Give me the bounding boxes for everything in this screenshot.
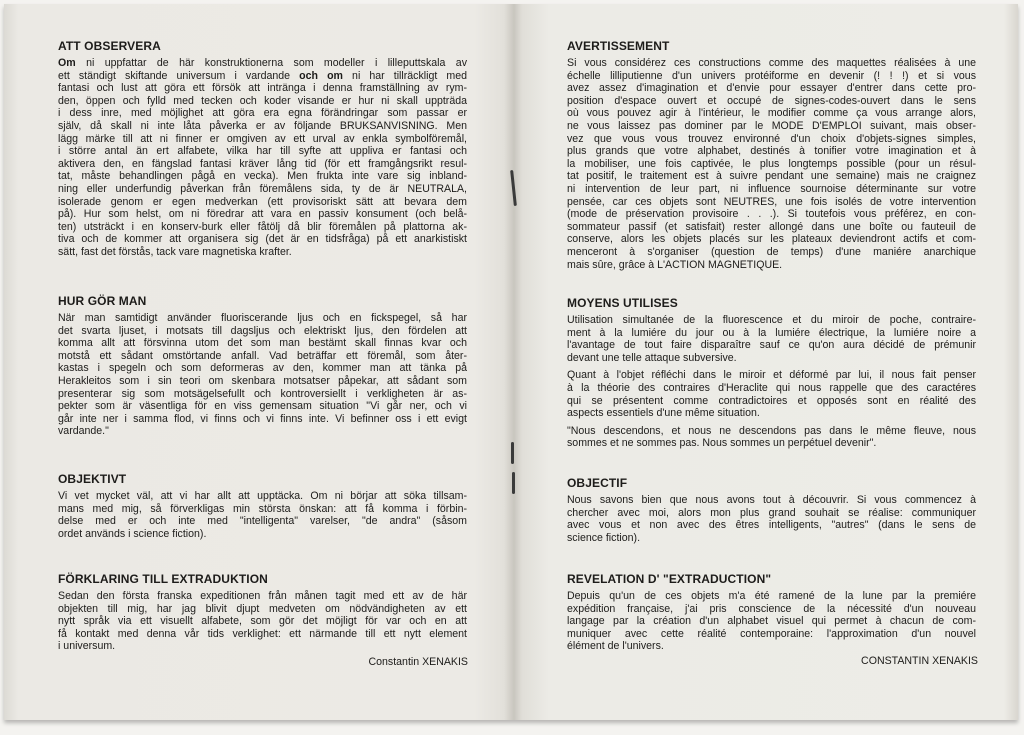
left-page-swedish bbox=[4, 4, 513, 720]
text-line: sommateur passif (et satisfait) rester allongé dans une boîte ou fauteuil de bbox=[567, 220, 976, 233]
text-line: det svarta ljuset, i motsats till dagsljus och elektriskt ljus, den fördelen att bbox=[58, 324, 467, 337]
text-line: i universum. bbox=[58, 640, 116, 653]
text-line: l'avantage de tout faire disparaître sauf ce qu'on aura décidé de prémunir bbox=[567, 339, 976, 352]
text-line: tat, måste behandlingen pågå en vecka). Men frukta inte vare sig inbland- bbox=[58, 170, 467, 183]
text-line: nytt språk via ett visuellt alfabete, som gör det möjligt för var och en att bbox=[58, 615, 467, 628]
text-line: Sedan den första franska expeditionen från månen tagit med ett av de här bbox=[58, 590, 467, 602]
text-line: élément de l'univers. bbox=[567, 640, 664, 653]
right-page-french bbox=[513, 4, 1018, 720]
text-line: Herakleitos som i sin teori om skenbara motsatser påpekar, att sådant som bbox=[58, 374, 467, 387]
section-heading: OBJEKTIVT bbox=[58, 472, 127, 486]
text-line: vardande." bbox=[58, 425, 109, 438]
text-line: où vous pouvez agir à l'intérieur, le modifier comme ça vous arrange alors, bbox=[567, 107, 976, 120]
text-segment: ni uppfattar de här konstruktionerna som modeller i lilleputtskala av bbox=[75, 57, 467, 69]
text-line: ten) utsträckt i en konserv-burk eller fåtölj då blir föremålen på plattorna ak- bbox=[58, 220, 467, 233]
text-line: mans med mig, så förverkligas min största önskan: att få komma i förbin- bbox=[58, 502, 467, 515]
text-line: ordet används i science fiction). bbox=[58, 527, 207, 540]
section-heading: FÖRKLARING TILL EXTRADUKTION bbox=[58, 572, 268, 586]
paragraph bbox=[58, 57, 467, 259]
text-line: Vi vet mycket väl, att vi har allt att upptäcka. Om ni börjar att söka tillsam- bbox=[58, 490, 467, 502]
paragraph bbox=[567, 57, 976, 271]
section bbox=[567, 573, 976, 658]
text-line: muniquer avec cette réalité contemporaine: l'approximation d'un nouvel bbox=[567, 627, 976, 640]
text-line: objekten till mig, har jag blivit djupt medveten om nödvändigheten av ett bbox=[58, 602, 467, 615]
text-line: langage par la création d'un alphabet visuel qui permet à chacun de com- bbox=[567, 615, 976, 628]
text-line: tiva och de kommer att organisera sig (det är en tidsfråga) på ett anarkistiskt bbox=[58, 233, 467, 246]
section bbox=[58, 473, 467, 545]
text-line bbox=[58, 57, 467, 70]
paragraph bbox=[567, 425, 976, 450]
section-heading: HUR GÖR MAN bbox=[58, 294, 147, 308]
text-line: qui se présentent comme contradictoires et opposés sont en réalité des bbox=[567, 394, 976, 407]
text-line: Utilisation simultanée de la fluorescence et du miroir de poche, contraire- bbox=[567, 314, 976, 326]
text-line: isolerade genom er egen medverkan (ett provisoriskt sätt att bevara dem bbox=[58, 195, 467, 208]
text-line: ni intervention de leur part, ni influence sournoise déterminante sur votre bbox=[567, 182, 976, 195]
text-line: sätt, fast det förstås, tack vare magnetiska krafter. bbox=[58, 245, 292, 258]
section bbox=[58, 295, 467, 443]
text-line: lägg märke till att ni finner er omgiven av ett urval av enkla symbolföremål, bbox=[58, 132, 467, 145]
section bbox=[567, 297, 976, 455]
text-line: aktivera den, en fängslad fantasi kräver lång tid (för ett framgångsrikt resul- bbox=[58, 157, 467, 170]
text-line: går inte ner i samma flod, vi finns och vi finns inte. Vi befinner oss i ett evigt bbox=[58, 412, 467, 425]
text-line: pekter som är väsentliga för en viss gemensam situation "Vi går ner, och vi bbox=[58, 400, 467, 413]
text-line: "Nous descendons, et nous ne descendons pas dans le même fleuve, nous bbox=[567, 424, 976, 437]
binding-staple-bottom bbox=[511, 442, 514, 464]
text-line: menceront à s'organiser (question de temps) d'une maniére anarchique bbox=[567, 245, 976, 258]
paragraph bbox=[58, 590, 467, 653]
text-line: på). Hur som helst, om ni föredrar att vara en passiv konsument (och belå- bbox=[58, 208, 467, 221]
section-heading: OBJECTIF bbox=[567, 476, 628, 490]
text-line: la mobiliser, une fois captivée, le plus longtemps possible (pour un résul- bbox=[567, 157, 976, 170]
text-line: delse med er och inte med "intelligenta" varelser, "de andra" (såsom bbox=[58, 515, 467, 528]
text-line: fantasi och lust att göra ett försök att intränga i denna framställning av rym- bbox=[58, 82, 467, 95]
text-line: vez que vous vous trouvez environné d'un choix d'objets-signes simples, bbox=[567, 132, 976, 145]
bold-text: och om bbox=[299, 69, 343, 82]
section-heading: AVERTISSEMENT bbox=[567, 39, 670, 53]
bold-text: Om bbox=[58, 57, 76, 69]
text-line: ment à la lumiére du jour ou à la lumiére électrique, la lumiére noire a bbox=[567, 326, 976, 339]
section-heading: REVELATION D' "EXTRADUCTION" bbox=[567, 572, 772, 586]
booklet-spread bbox=[4, 4, 1018, 720]
text-line: När man samtidigt använder fluoriscerande ljus och en fickspegel, så har bbox=[58, 312, 467, 324]
text-line: devant une telle attaque subversive. bbox=[567, 351, 737, 364]
section-heading: MOYENS UTILISES bbox=[567, 296, 678, 310]
text-line: à la théorie des contraires d'Heraclite qui nous rappelle que des caractéres bbox=[567, 381, 976, 394]
text-line: motstå ett sådant omstörtande anfall. Vad beträffar ett föremål, som åter- bbox=[58, 349, 467, 362]
text-line: den, öppen och fylld med tecken och koder visande er hur ni skall uppträda bbox=[58, 94, 467, 107]
paragraph bbox=[567, 494, 976, 544]
paragraph bbox=[567, 590, 976, 653]
text-line: Nous savons bien que nous avons tout à découvrir. Si vous commencez à bbox=[567, 494, 976, 506]
text-line: conserve, alors les objets placés sur les plateaux deviendront actifs et com- bbox=[567, 233, 976, 246]
text-line: ne vous laissez pas dominer par le MODE D'EMPLOI suivant, mais obser- bbox=[567, 119, 976, 132]
section bbox=[58, 40, 467, 264]
text-line: Si vous considérez ces constructions comme des maquettes réalisées à une bbox=[567, 57, 976, 69]
text-segment: ni har tillräckligt med bbox=[342, 69, 468, 82]
text-line: få kontakt med denna vår tids verklighet: ett närmande till ett nytt element bbox=[58, 627, 467, 640]
section-heading: ATT OBSERVERA bbox=[58, 39, 161, 53]
text-line: pensée, car ces objets sont NEUTRES, une fois isolés de votre intervention bbox=[567, 195, 976, 208]
text-line: i dess inre, med möjlighet att göra era egna förändringar som passar er bbox=[58, 107, 467, 120]
text-line: presenterar sig som motsägelsefullt och kontroversiellt i verkligheten är as- bbox=[58, 387, 467, 400]
text-line: Quant à l'objet réfléchi dans le miroir et déformé par lui, il nous fait penser bbox=[567, 369, 976, 382]
section bbox=[567, 40, 976, 276]
binding-staple-bottom-lower bbox=[512, 472, 515, 494]
text-line: position d'espace ouvert et occupé de signes-codes-ouvert dans le sens bbox=[567, 94, 976, 107]
text-line: mais sûre, grâce à L'ACTION MAGNETIQUE. bbox=[567, 258, 783, 271]
author-signature: CONSTANTIN XENAKIS bbox=[861, 655, 978, 667]
text-line: science fiction). bbox=[567, 531, 641, 544]
text-line: aspects essentiels d'une même situation. bbox=[567, 407, 760, 420]
section bbox=[58, 573, 467, 658]
text-line: i större antal än ert alfabete, vilka har till syfte att uppliva er fantasi och bbox=[58, 145, 467, 158]
section bbox=[567, 477, 976, 549]
author-signature: Constantin XENAKIS bbox=[368, 656, 468, 668]
text-line bbox=[58, 70, 467, 83]
text-line: sommes et ne sommes pas. Nous sommes un perpétuel devenir". bbox=[567, 437, 877, 450]
paragraph bbox=[58, 312, 467, 438]
text-line: själv, då skall ni inte låta påverka er av följande BRUKSANVISNING. Men bbox=[58, 119, 467, 132]
text-line: échelle lilliputienne d'un univers protéiforme en devenir (! ! !) et si vous bbox=[567, 69, 976, 82]
text-line: kastas i spegeln och som deformeras av den, kommer man att tänka på bbox=[58, 362, 467, 375]
text-line: expédition française, j'ai pris conscience de la nécessité d'un nouveau bbox=[567, 602, 976, 615]
text-line: tat positif, le traitement est à suivre pendant une semaine) mais ne craignez bbox=[567, 170, 976, 183]
text-line: avec vous et non avec des êtres intelligents, "autres" (dans le sens de bbox=[567, 519, 976, 532]
paragraph bbox=[567, 369, 976, 419]
text-line: ning eller underfundig påverkan från föremålens sida, ty de är NEUTRALA, bbox=[58, 182, 467, 195]
text-line: Depuis qu'un de ces objets m'a été ramené de la lune par la premiére bbox=[567, 590, 976, 602]
text-line: (mode de préservation provisoire . . .). Si toutefois vous préférez, en con- bbox=[567, 208, 976, 221]
text-line: avez assez d'imagination et d'envie pour essayer d'entrer dans cette pro- bbox=[567, 82, 976, 95]
text-line: chercher avec moi, alors mon plus grand souhait se réalise: communiquer bbox=[567, 506, 976, 519]
text-line: komma allt att försvinna utom det som man bestämt skall finnas kvar och bbox=[58, 337, 467, 350]
text-line: plus grands que votre alphabet, destinés à tonifier votre imagination et à bbox=[567, 145, 976, 158]
paragraph bbox=[567, 314, 976, 364]
text-segment: ett ständigt skiftande universum i vardande bbox=[58, 69, 300, 82]
paragraph bbox=[58, 490, 467, 540]
